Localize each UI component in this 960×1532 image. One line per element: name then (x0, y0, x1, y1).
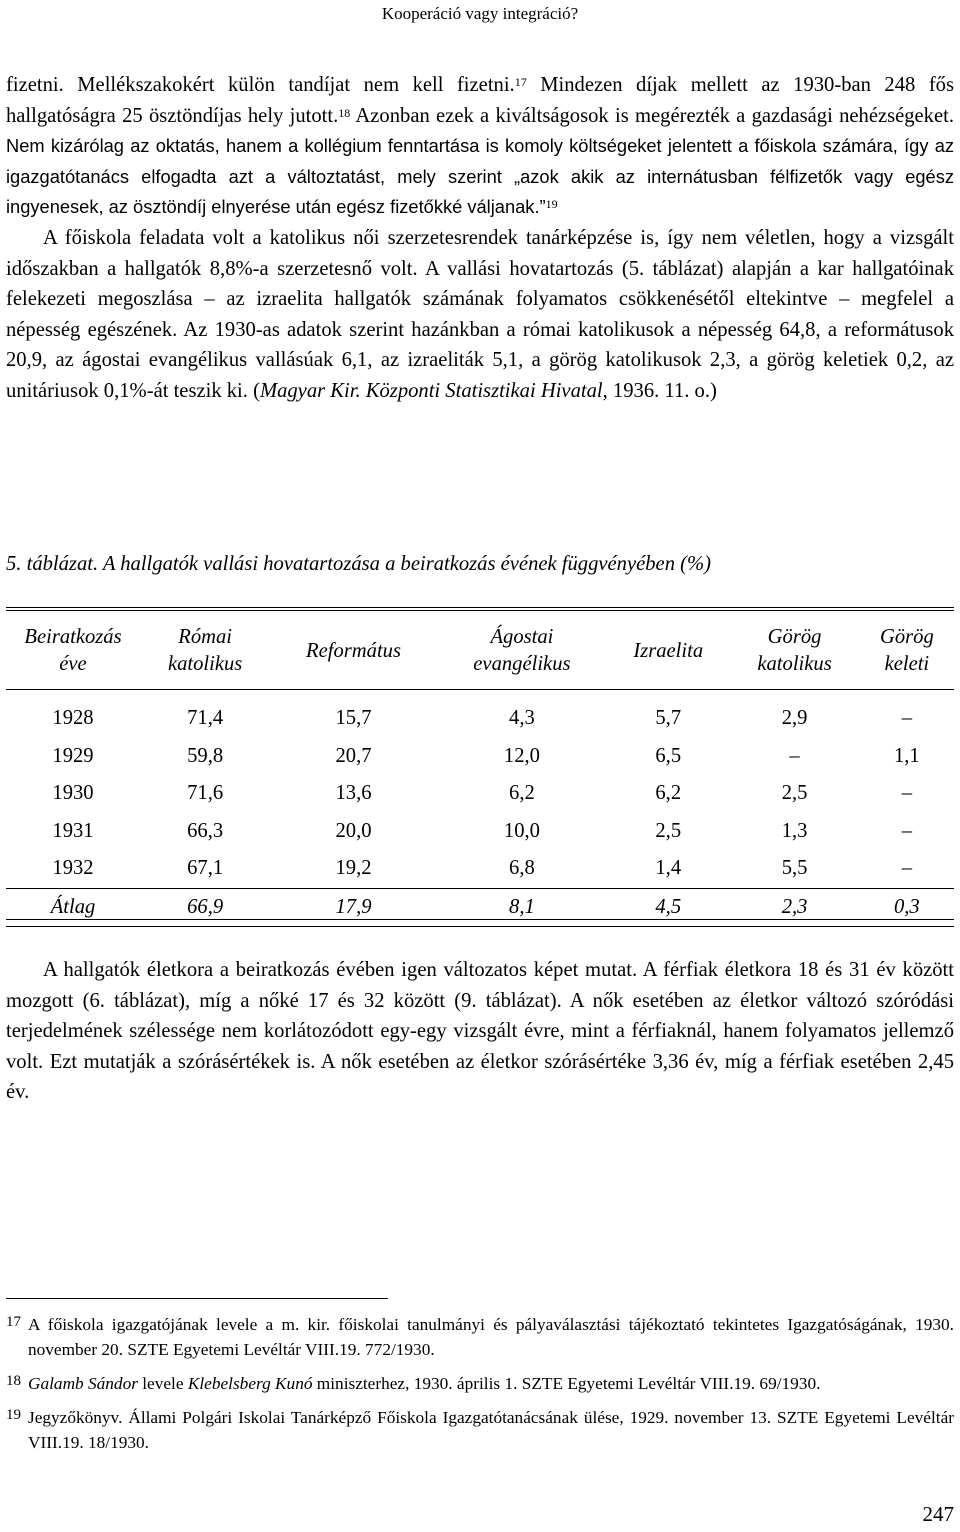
header-year: Beiratkozás éve (24, 626, 122, 675)
text-run: A főiskola feladata volt a katolikus női szerzetesrendek tanárképzése is, így nem véletlen, hogy a vizsgált időszakban a hallgatók 8,8%-a szerzetesnő volt. A vallási hovatartozás (5. táblázat) alapján a kar hallgatóinak felekezeti megoszlása – az izraelita hallgatók számának folyamatos csökkenésétől eltekintve – megfelel a népesség egészének. Az 1930-as adatok szerint hazánkban a római katolikusok a népesség 64,8, a reformátusok 20,9, az ágostai evangélikus vallásúak 6,1, az izraeliták 5,1, a görög katolikusok 2,3, a görög keletiek 0,2, az unitáriusok 0,1%-át teszik ki. ( (6, 226, 954, 402)
table-bottom-double-rule (6, 919, 954, 920)
religion-table (6, 613, 954, 927)
footnote-ref-18[interactable]: 18 (338, 105, 351, 120)
text-run: Azonban ezek a kiváltságosok is megérezték a gazdasági nehézségeket. (350, 104, 954, 127)
text-run: , 1936. 11. o.) (602, 379, 717, 402)
footnote-text: Galamb Sándor levele Klebelsberg Kunó miniszterhez, 1930. április 1. SZTE Egyetemi Levéltár VIII.19. 69/1930. (28, 1374, 821, 1393)
citation-italic: Magyar Kir. Központi Statisztikai Hivatal (259, 379, 603, 402)
footnote-text: Jegyzőkönyv. Állami Polgári Iskolai Tanárképző Főiskola Igazgatótanácsának ülése, 1929. november 13. SZTE Egyetemi Levéltár VIII.19. 18/1930. (28, 1408, 954, 1452)
table-top-rule (6, 607, 954, 611)
table-caption (6, 553, 954, 576)
table-average-row: Átlag 66,9 17,9 8,1 4,5 2,3 0,3 (6, 888, 954, 927)
body-paragraph-3 (6, 955, 954, 1108)
table-row: 1930 71,6 13,6 6,2 6,2 2,5 – (52, 782, 912, 805)
footnote-number: 18 (6, 1373, 21, 1389)
footnote-17 (6, 1312, 954, 1362)
table-caption-label: 5. táblázat. (6, 553, 99, 575)
footnotes (6, 1312, 954, 1464)
table-header (6, 613, 954, 690)
table-row: 1932 67,1 19,2 6,8 1,4 5,5 – (6, 850, 954, 888)
header-reformed: Református (306, 639, 401, 662)
header-lutheran: Ágostai evangélikus (473, 626, 571, 675)
header-roman-catholic: Római katolikus (167, 626, 243, 675)
footnote-number: 17 (6, 1314, 21, 1330)
body-paragraph-1 (6, 70, 954, 407)
header-greek-catholic: Görög katolikus (757, 626, 832, 675)
footnote-separator (6, 1298, 388, 1299)
page-number: 247 (922, 1502, 954, 1526)
text-run: Mindezen díjak mellett az 1930-ban 248 fős hallgatóságra 25 ösztöndíjas hely jutott. (6, 74, 954, 127)
table-body (6, 690, 954, 927)
header-greek-orthodox: Görög keleti (879, 626, 934, 675)
table-row: 1929 59,8 20,7 12,0 6,5 – 1,1 (52, 744, 920, 767)
header-jewish: Izraelita (633, 639, 704, 662)
footnote-ref-19[interactable]: 19 (545, 197, 558, 212)
footnote-18 (6, 1371, 954, 1396)
running-header: Kooperáció vagy integráció? (381, 4, 579, 23)
footnote-19 (6, 1405, 954, 1455)
paragraph-age: A hallgatók életkora a beiratkozás évében igen változatos képet mutat. A férfiak életkora 18 és 31 év között mozgott (6. táblázat), míg a nőké 17 és 32 között (9. táblázat). A nők esetében az életkor változó szóródási terjedelmének szélessége nem korlátozódott egy-egy vizsgált évre, mint a férfiaknál, hanem folyamatos jellemző volt. Ezt mutatják a szórásértékek is. A nők esetében az életkor szórásértéke 3,36 év, míg a férfiak esetében 2,45 év. (6, 959, 954, 1104)
text-run: fizetni. Mellékszakokért külön tandíjat nem kell fizetni. (6, 74, 515, 96)
footnote-ref-17[interactable]: 17 (514, 75, 527, 89)
table-caption-text: A hallgatók vallási hovatartozása a beiratkozás évének függvényében (%) (98, 553, 712, 575)
footnote-text: A főiskola igazgatójának levele a m. kir. főiskolai tanulmányi és pályaválasztási tájékoztató tekintetes Igazgatóságának, 1930. november 20. SZTE Egyetemi Levéltár VIII.19. 772/1930. (28, 1315, 954, 1359)
table-row: 1931 66,3 20,0 10,0 2,5 1,3 – (52, 819, 912, 842)
footnote-number: 19 (6, 1407, 21, 1423)
text-run-sans: Nem kizárólag az oktatás, hanem a kollégium fenntartása is komoly költségeket jelentett a főiskola számára, így az igazgatótanács elfogadta azt a változtatást, mely szerint „azok akik az internátusban félfizetők vagy egész ingyenesek, az ösztöndíj elnyerése után egész fizetőkké váljanak.” (6, 135, 954, 218)
table-row: 1928 71,4 15,7 4,3 5,7 2,9 – (6, 690, 954, 738)
